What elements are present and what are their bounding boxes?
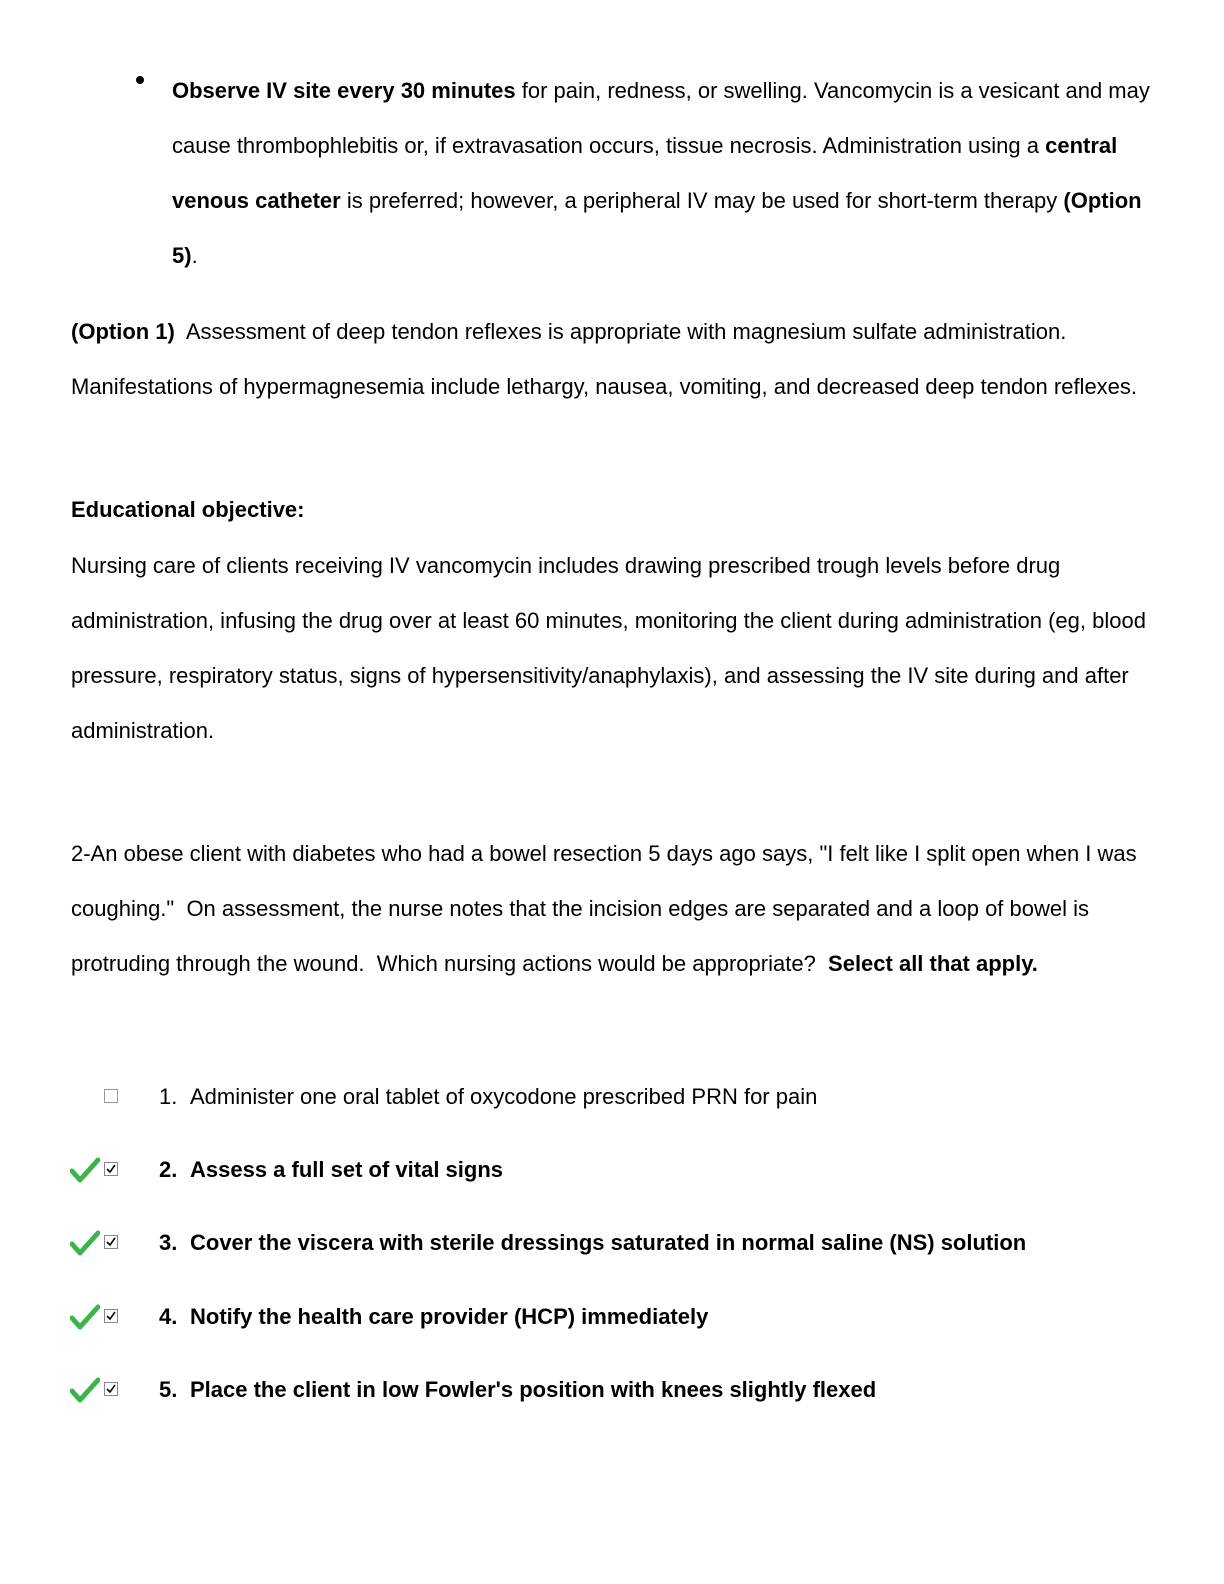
checked-checkbox[interactable]: [104, 1162, 118, 1176]
checked-checkbox[interactable]: [104, 1235, 118, 1249]
bullet-bold-3: (Option 5): [172, 188, 1142, 268]
bullet-text-2: is preferred; however, a peripheral IV may be used for short-term therapy: [340, 188, 1064, 213]
correct-check-icon: [70, 1229, 100, 1257]
option-number: 2.: [159, 1157, 178, 1182]
question-text: 2-An obese client with diabetes who had a bowel resection 5 days ago says, "I felt like I split open when I was coughing." On assessment, the nurse notes that the incision edges are separated and a loop of bowel is protruding through the wound. Which nursing actions would be appropriate?: [71, 841, 1143, 976]
answer-option[interactable]: [0, 1225, 1224, 1261]
checked-checkbox[interactable]: [104, 1382, 118, 1396]
option-text: Assess a full set of vital signs: [190, 1157, 504, 1182]
correct-check-icon: [70, 1303, 100, 1331]
answer-option[interactable]: [0, 1152, 1224, 1188]
checked-checkbox[interactable]: [104, 1309, 118, 1323]
correct-check-icon: [70, 1156, 100, 1184]
bullet-point: [136, 76, 144, 84]
question-instruction: Select all that apply.: [828, 951, 1038, 976]
answer-option[interactable]: [0, 1299, 1224, 1335]
option-number: 4.: [159, 1304, 178, 1329]
question-stem: [71, 826, 1151, 991]
option-number: 3.: [159, 1230, 178, 1255]
unchecked-checkbox[interactable]: [104, 1089, 118, 1103]
iv-site-bullet: [172, 63, 1152, 283]
bullet-text-3: .: [191, 243, 198, 268]
bullet-bold-1: Observe IV site every 30 minutes: [172, 78, 516, 103]
option-number: 1.: [159, 1084, 178, 1109]
bullet-text-1: for pain, redness, or swelling. Vancomycin is a vesicant and may cause thrombophlebitis or, if extravasation occurs, tissue necrosis. Administration using a: [172, 78, 1150, 158]
bullet-bold-2: central venous catheter: [172, 133, 1118, 213]
option-text: Place the client in low Fowler's position with knees slightly flexed: [190, 1377, 877, 1402]
option-number: 5.: [159, 1377, 178, 1402]
objective-text: Nursing care of clients receiving IV vancomycin includes drawing prescribed trough levels before drug administration, infusing the drug over at least 60 minutes, monitoring the client during administration (eg, blood pressure, respiratory status, signs of hypersensitivity/anaphylaxis), and assessing the IV site during and after administration.: [71, 553, 1146, 743]
option1-rationale: [71, 304, 1151, 414]
option-text: Administer one oral tablet of oxycodone prescribed PRN for pain: [190, 1084, 818, 1109]
answer-option[interactable]: [0, 1372, 1224, 1408]
option1-label: (Option 1): [71, 319, 175, 344]
answer-option[interactable]: [0, 1079, 1224, 1115]
option-text: Cover the viscera with sterile dressings saturated in normal saline (NS) solution: [190, 1230, 1027, 1255]
option-text: Notify the health care provider (HCP) immediately: [190, 1304, 709, 1329]
option1-text: Assessment of deep tendon reflexes is appropriate with magnesium sulfate administration. Manifestations of hypermagnesemia include lethargy, nausea, vomiting, and decreased deep tendon reflexes.: [71, 319, 1138, 399]
correct-check-icon: [70, 1376, 100, 1404]
objective-heading: Educational objective:: [71, 497, 305, 522]
